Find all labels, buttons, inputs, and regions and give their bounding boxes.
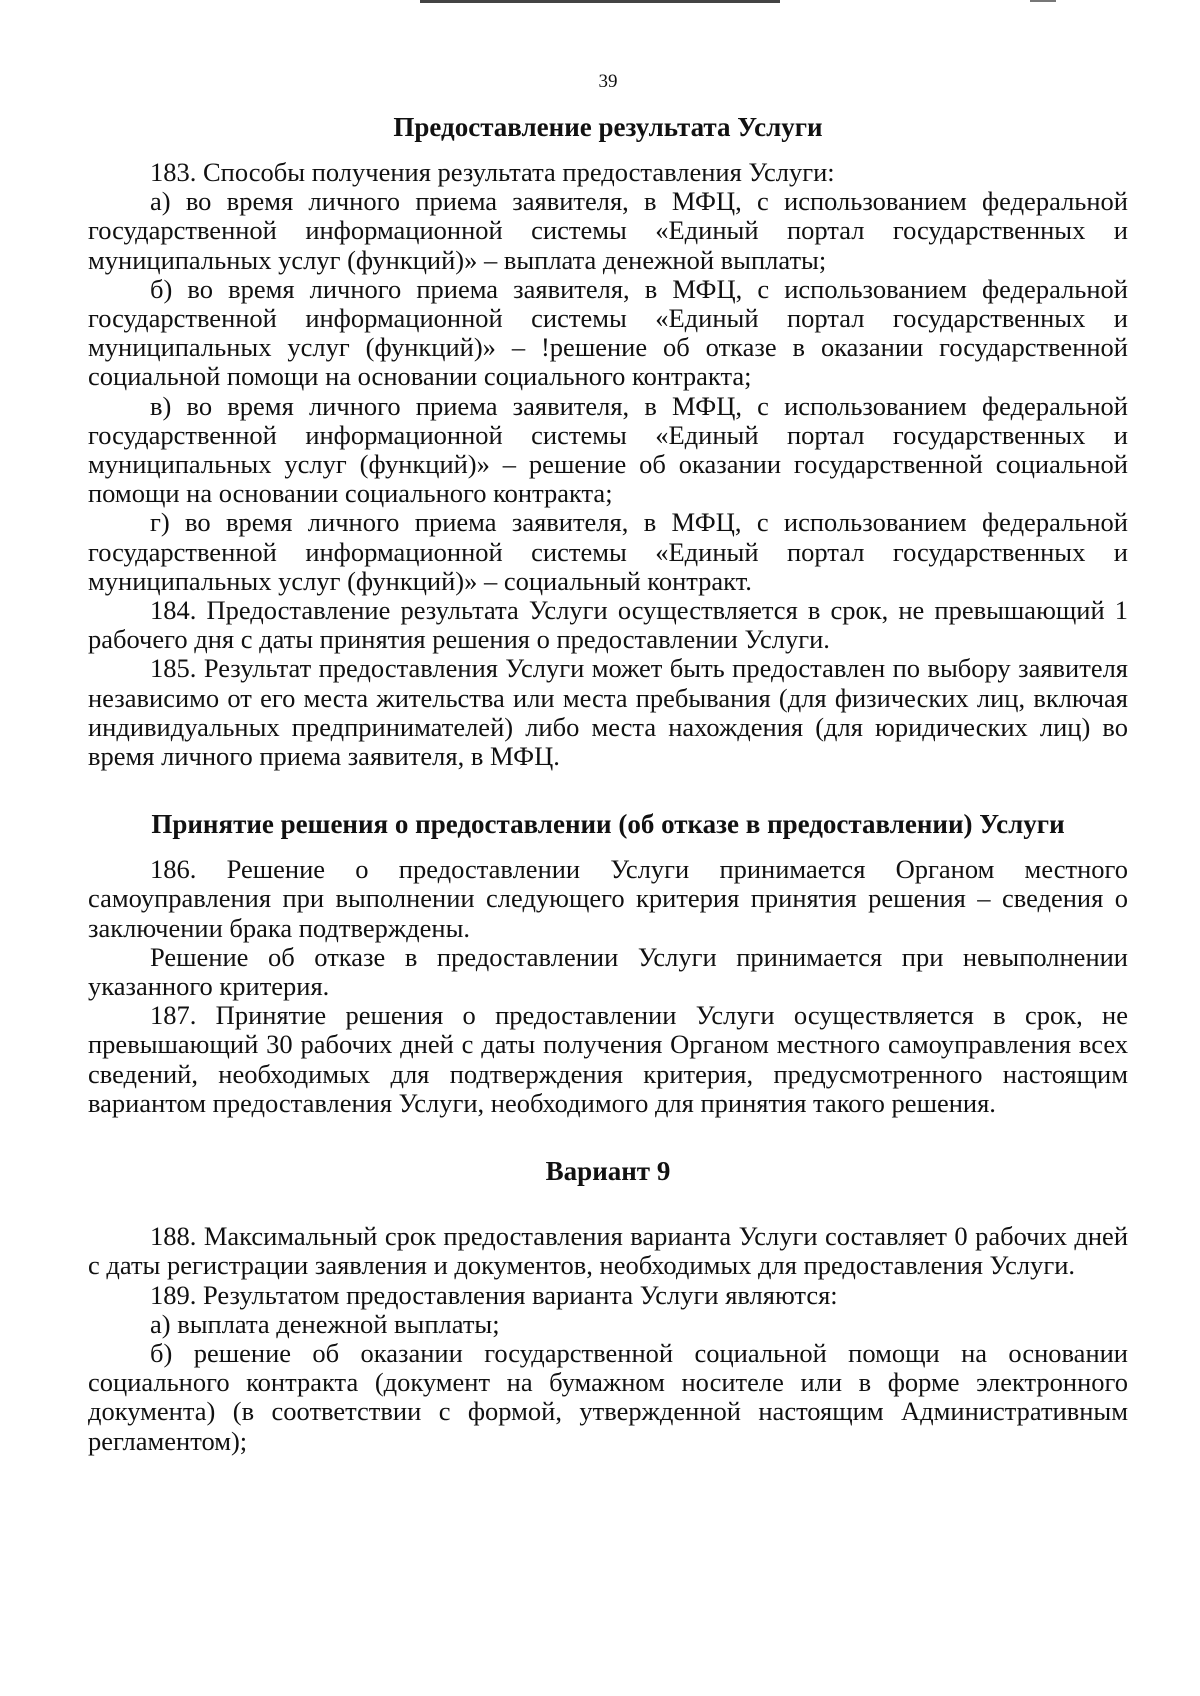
page-number: 39	[598, 71, 618, 92]
paragraph-186: 186. Решение о предоставлении Услуги принимается Органом местного самоуправления при выполнении следующего критерия принятия решения – сведения о заключении брака подтверждены.	[88, 854, 1128, 943]
paragraph-188: 188. Максимальный срок предоставления варианта Услуги составляет 0 рабочих дней с даты регистрации заявления и документов, необходимых для предоставления Услуги.	[88, 1221, 1128, 1281]
paragraph-187: 187. Принятие решения о предоставлении Услуги осуществляется в срок, не превышающий 30 рабочих дней с даты получения Органом местного самоуправления всех сведений, необходимых для подтверждения критерия, предусмотренного настоящим вариантом предоставления Услуги, необходимого для принятия такого решения.	[88, 1000, 1128, 1118]
paragraph-189-b: б) решение об оказании государственной социальной помощи на основании социального контракта (документ на бумажном носителе или в форме электронного документа) (в соответствии с формой, утвержденной настоящим Административным регламентом);	[88, 1337, 1128, 1456]
section-heading-decision: Принятие решения о предоставлении (об отказе в предоставлении) Услуги	[151, 809, 1065, 840]
paragraph-183-g: г) во время личного приема заявителя, в МФЦ, с использованием федеральной государственной информационной системы «Единый портал государственных и муниципальных услуг (функций)» – социальный контракт.	[88, 507, 1128, 596]
page-content	[88, 70, 1128, 1456]
paragraph-183-v: в) во время личного приема заявителя, в МФЦ, с использованием федеральной государственной информационной системы «Единый портал государственных и муниципальных услуг (функций)» – решение об оказании государственной социальной помощи на основании социального контракта;	[88, 390, 1128, 509]
section-heading-result: Предоставление результата Услуги	[393, 112, 823, 142]
top-scan-rule	[420, 0, 780, 3]
paragraph-186-refusal: Решение об отказе в предоставлении Услуги принимается при невыполнении указанного критерия.	[88, 941, 1128, 1002]
paragraph-189: 189. Результатом предоставления варианта Услуги являются:	[150, 1279, 838, 1310]
paragraph-183-a: а) во время личного приема заявителя, в МФЦ, с использованием федеральной государственной информационной системы «Единый портал государственных и муниципальных услуг (функций)» – выплата денежной выплаты;	[88, 186, 1128, 275]
paragraph-184: 184. Предоставление результата Услуги осуществляется в срок, не превышающий 1 рабочего дня с даты принятия решения о предоставлении Услуги.	[88, 595, 1128, 655]
paragraph-189-a: а) выплата денежной выплаты;	[150, 1308, 500, 1339]
paragraph-183: 183. Способы получения результата предоставления Услуги:	[150, 157, 835, 187]
paragraph-183-b: б) во время личного приема заявителя, в МФЦ, с использованием федеральной государственной информационной системы «Единый портал государственных и муниципальных услуг (функций)» – !решение об отказе в оказании государственной социальной помощи на основании социального контракта;	[88, 273, 1128, 392]
paragraph-185: 185. Результат предоставления Услуги может быть предоставлен по выбору заявителя независимо от его места жительства или места пребывания (для физических лиц, включая индивидуальных предпринимателей) либо места нахождения (для юридических лиц) во время личного приема заявителя, в МФЦ.	[88, 653, 1128, 772]
section-heading-variant-9: Вариант 9	[545, 1156, 671, 1187]
top-scan-mark	[1030, 0, 1056, 2]
